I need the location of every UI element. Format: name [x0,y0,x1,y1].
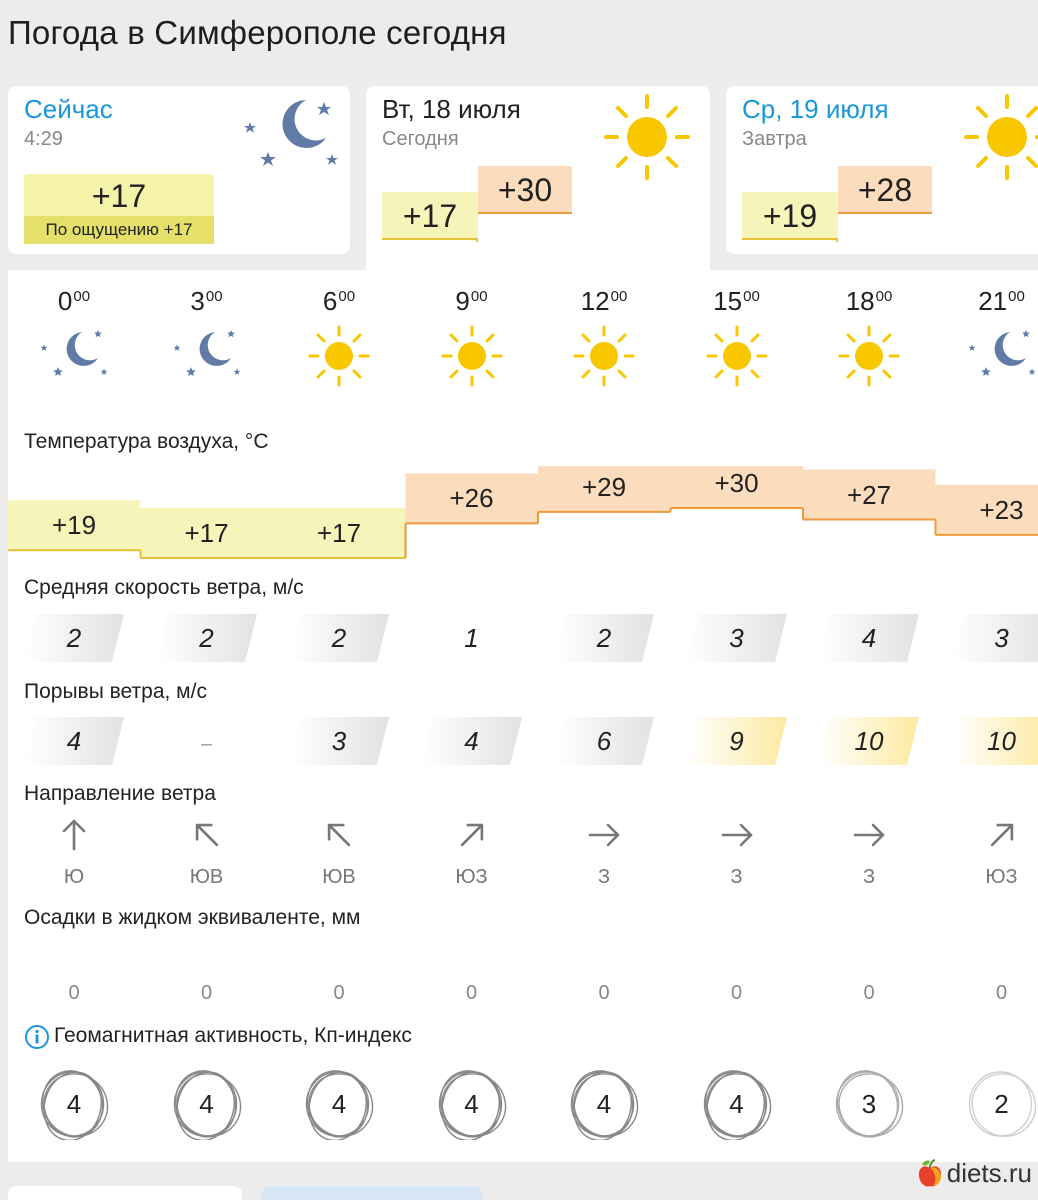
tomorrow-sub: Завтра [742,128,807,150]
hour-value: 9 [455,286,470,316]
hour-label [936,286,1038,317]
gust-cell [554,717,654,765]
hour-label [538,286,670,317]
today-heading: Вт, 18 июля [382,94,521,124]
hour-label [141,286,273,317]
gust-cell [819,717,919,765]
wind-speed-cell [819,614,919,662]
hourly-forecast [8,270,1038,1162]
temp-value: +19 [51,510,97,541]
night-icon [936,324,1038,388]
geo-index-cell [538,1070,670,1140]
wind-speed-cell [554,614,654,662]
now-feels-like: По ощущению +17 [24,216,214,244]
precip-value: 0 [465,982,478,1004]
now-temp-box [24,174,214,244]
wind-speed-value: 2 [66,623,82,653]
temp-value: +17 [184,518,229,548]
sun-icon [602,92,692,182]
gust-value: – [200,733,213,755]
temp-value: +27 [846,479,892,510]
wind-speed-cell [289,614,389,662]
geo-index-cell [936,1070,1038,1140]
wind-direction-label: З [597,866,611,888]
sun-icon [273,324,405,388]
gust-cell [24,717,124,765]
top-strip [0,0,1038,8]
geo-index-cell [406,1070,538,1140]
temp-value: +29 [581,471,627,502]
wind-speed-cell [422,614,522,662]
watermark-text: diets.ru [946,1158,1032,1188]
geo-index-value: 4 [596,1089,612,1119]
geo-index-value: 4 [66,1089,82,1119]
wind-direction-arrow-icon [538,818,670,852]
geo-index-value: 2 [994,1089,1009,1119]
hour-label [273,286,405,317]
wind-section-label: Средняя скорость ветра, м/с [24,576,304,599]
geo-index-value: 4 [464,1089,479,1119]
precip-value: 0 [730,982,743,1004]
today-max-temp: +30 [478,166,572,214]
sun-icon [406,324,538,388]
temp-value: +26 [449,483,494,514]
wind-direction-arrow-icon [8,818,140,852]
now-time: 4:29 [24,128,63,150]
direction-section-label: Направление ветра [24,782,216,805]
temp-value: +30 [714,468,759,498]
geo-index-cell [141,1070,273,1140]
precip-section-label: Осадки в жидком эквиваленте, мм [24,906,361,929]
hour-value: 6 [322,286,338,316]
hour-label [8,286,140,317]
geo-index-cell [273,1070,405,1140]
temp-section-label: Температура воздуха, °C [24,430,269,453]
today-sub: Сегодня [382,128,459,150]
minutes-value: 00 [470,288,488,305]
hour-value: 18 [845,286,875,316]
minutes-value: 00 [1008,288,1025,305]
now-temp: +17 [91,178,147,214]
watermark [917,1158,1032,1189]
geo-index-value: 4 [331,1089,347,1119]
precip-value: 0 [68,982,80,1004]
night-icon [8,324,140,388]
sun-icon [671,324,803,388]
precip-value: 0 [598,982,610,1004]
hour-label [803,286,935,317]
precip-value: 0 [333,982,345,1004]
wind-direction-label: З [730,866,743,888]
minutes-value: 00 [743,288,760,305]
hour-value: 12 [580,286,610,316]
wind-direction-label: ЮВ [322,866,356,888]
wind-speed-cell [687,614,787,662]
wind-speed-cell [157,614,257,662]
info-icon[interactable] [24,1024,50,1050]
sun-icon [538,324,670,388]
gust-value: 6 [596,726,612,756]
wind-speed-cell [24,614,124,662]
gust-cell [687,717,787,765]
wind-speed-value: 2 [199,623,214,653]
geo-index-value: 4 [199,1089,214,1119]
wind-direction-arrow-icon [141,818,273,852]
gust-cell [422,717,522,765]
apple-icon [917,1159,943,1189]
minutes-value: 00 [205,288,223,305]
wind-direction-arrow-icon [803,818,935,852]
wind-speed-value: 1 [464,623,479,653]
temp-value: +17 [316,518,362,548]
wind-direction-label: ЮЗ [985,866,1018,888]
wind-speed-value: 3 [729,623,744,653]
wind-direction-arrow-icon [671,818,803,852]
hour-value: 21 [978,286,1008,316]
geo-index-value: 3 [861,1089,877,1119]
minutes-value: 00 [610,288,628,305]
tomorrow-max-temp: +28 [838,166,932,214]
gust-value: 10 [987,726,1016,756]
wind-direction-arrow-icon [406,818,538,852]
today-card[interactable] [366,86,710,276]
precip-value: 0 [995,982,1008,1004]
temp-value: +23 [979,494,1024,525]
gust-value: 9 [729,726,744,756]
gust-value: 10 [854,726,884,756]
gust-cell [289,717,389,765]
sun-icon [803,324,935,388]
precip-value: 0 [863,982,875,1004]
geo-section-label: Геомагнитная активность, Кп-индекс [54,1024,412,1047]
hour-value: 0 [57,286,73,316]
wind-direction-label: ЮЗ [455,866,488,888]
gust-cell [952,717,1038,765]
night-icon [141,324,273,388]
wind-speed-value: 3 [994,623,1009,653]
page-title: Погода в Симферополе сегодня [8,14,507,51]
gust-cell [157,717,257,765]
tomorrow-card[interactable] [726,86,1038,254]
tomorrow-heading: Ср, 19 июля [742,94,889,124]
minutes-value: 00 [875,288,893,305]
wind-direction-label: Ю [63,866,85,888]
tomorrow-min-temp: +19 [742,192,838,240]
night-icon [234,92,344,178]
sun-icon [962,92,1038,182]
wind-direction-label: ЮВ [189,866,224,888]
hour-value: 3 [190,286,205,316]
bottom-tab-1[interactable] [8,1186,242,1200]
hour-value: 15 [713,286,743,316]
bottom-tab-2[interactable] [262,1186,482,1200]
gust-value: 4 [464,726,479,756]
wind-speed-cell [952,614,1038,662]
minutes-value: 00 [73,288,91,305]
geo-index-cell [671,1070,803,1140]
geo-index-value: 4 [729,1089,744,1119]
geo-index-cell [803,1070,935,1140]
wind-direction-arrow-icon [273,818,405,852]
precip-value: 0 [200,982,213,1004]
gust-value: 3 [331,726,347,756]
wind-direction-arrow-icon [936,818,1038,852]
now-heading: Сейчас [24,94,113,124]
minutes-value: 00 [338,288,356,305]
hour-label [671,286,803,317]
hour-label [406,286,538,317]
wind-speed-value: 2 [331,623,347,653]
today-min-temp: +17 [382,192,478,240]
gust-value: 4 [66,726,82,756]
gusts-section-label: Порывы ветра, м/с [24,680,207,703]
geo-index-cell [8,1070,140,1140]
wind-direction-label: З [862,866,876,888]
now-card[interactable] [8,86,350,254]
wind-speed-value: 2 [596,623,612,653]
wind-speed-value: 4 [861,623,877,653]
